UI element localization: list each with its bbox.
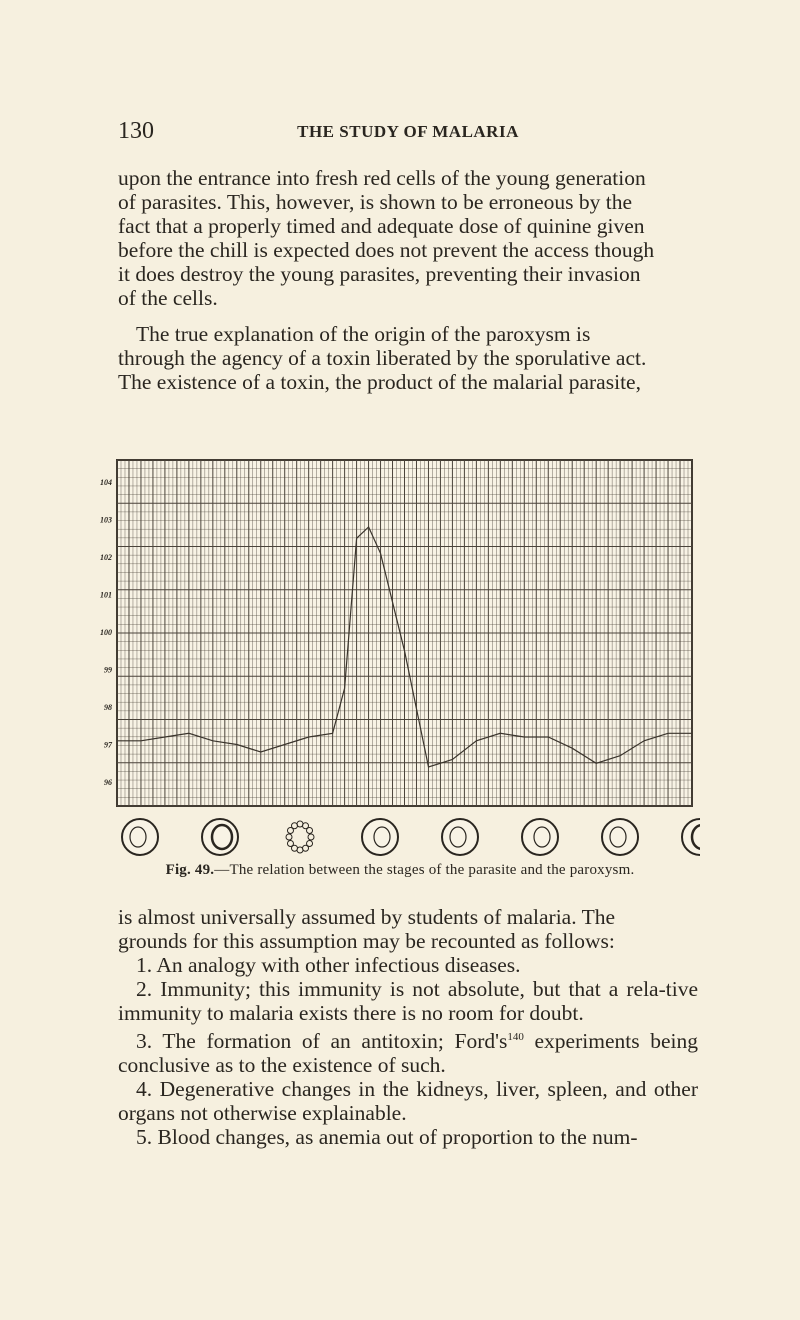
y-tick-label: 104 (100, 478, 112, 487)
text-line: fact that a properly timed and adequate dose of quinine given (118, 214, 645, 238)
parasite-stage-icon (522, 819, 558, 855)
y-tick-label: 102 (100, 553, 112, 562)
text-line: The true explanation of the origin of the paroxysm is (136, 322, 591, 346)
text-line: before the chill is expected does not prevent the access though (118, 238, 655, 262)
page-number: 130 (118, 118, 154, 144)
text-line: is almost universally assumed by students of malaria. The (118, 905, 615, 929)
parasite-stage-icon (362, 819, 398, 855)
paragraph-3 (118, 905, 698, 1149)
paragraph-1 (118, 166, 698, 310)
y-tick-label: 97 (104, 740, 112, 750)
page-header (118, 118, 698, 148)
y-tick-label: 103 (100, 515, 112, 525)
text-line: The existence of a toxin, the product of the malarial parasite, (118, 370, 641, 394)
y-axis-labels (100, 478, 113, 787)
list-item (118, 1025, 698, 1077)
parasite-stage-icon (442, 819, 478, 855)
list-item: 1. An analogy with other infectious diseases. (136, 953, 521, 977)
list-item: 4. Degenerative changes in the kidneys, liver, spleen, and other organs not otherwise explainable. (118, 1077, 698, 1126)
text-line: it does destroy the young parasites, preventing their invasion (118, 262, 641, 286)
caption-text: —The relation between the stages of the parasite and the paroxysm. (214, 862, 635, 878)
parasite-stage-icon (122, 819, 158, 855)
temperature-chart (100, 452, 700, 862)
chart-grid (117, 460, 692, 806)
figure-caption (0, 862, 800, 879)
text-line: grounds for this assumption may be recounted as follows: (118, 929, 615, 953)
paragraph-2 (118, 322, 698, 394)
text-line: of the cells. (118, 286, 218, 310)
parasite-stage-icon (682, 819, 700, 855)
parasite-stage-icon (202, 819, 238, 855)
footnote-ref: 140 (507, 1031, 524, 1043)
text-line: of parasites. This, however, is shown to be erroneous by the (118, 190, 633, 214)
running-title: THE STUDY OF MALARIA (297, 122, 519, 141)
y-tick-label: 99 (104, 665, 112, 675)
y-tick-label: 98 (104, 703, 112, 712)
y-tick-label: 101 (100, 590, 112, 600)
list-item-text: experiments being conclusive as to the existence of such. (118, 1029, 698, 1078)
y-tick-label: 96 (104, 778, 112, 787)
figure-49 (100, 452, 700, 862)
list-item-text: 3. The formation of an antitoxin; Ford's (136, 1029, 508, 1054)
parasite-stage-icon (602, 819, 638, 855)
text-line: upon the entrance into fresh red cells of the young generation (118, 166, 646, 190)
y-tick-label: 100 (100, 628, 112, 637)
list-item: 2. Immunity; this immunity is not absolute, but that a rela-tive immunity to malaria exists there is no room for doubt. (118, 977, 698, 1025)
caption-label: Fig. 49. (165, 862, 215, 878)
text-line: through the agency of a toxin liberated by the sporulative act. (118, 346, 647, 370)
list-item: 5. Blood changes, as anemia out of proportion to the num- (136, 1125, 638, 1150)
parasite-stage-icon (282, 819, 318, 855)
parasite-stages (122, 819, 700, 855)
